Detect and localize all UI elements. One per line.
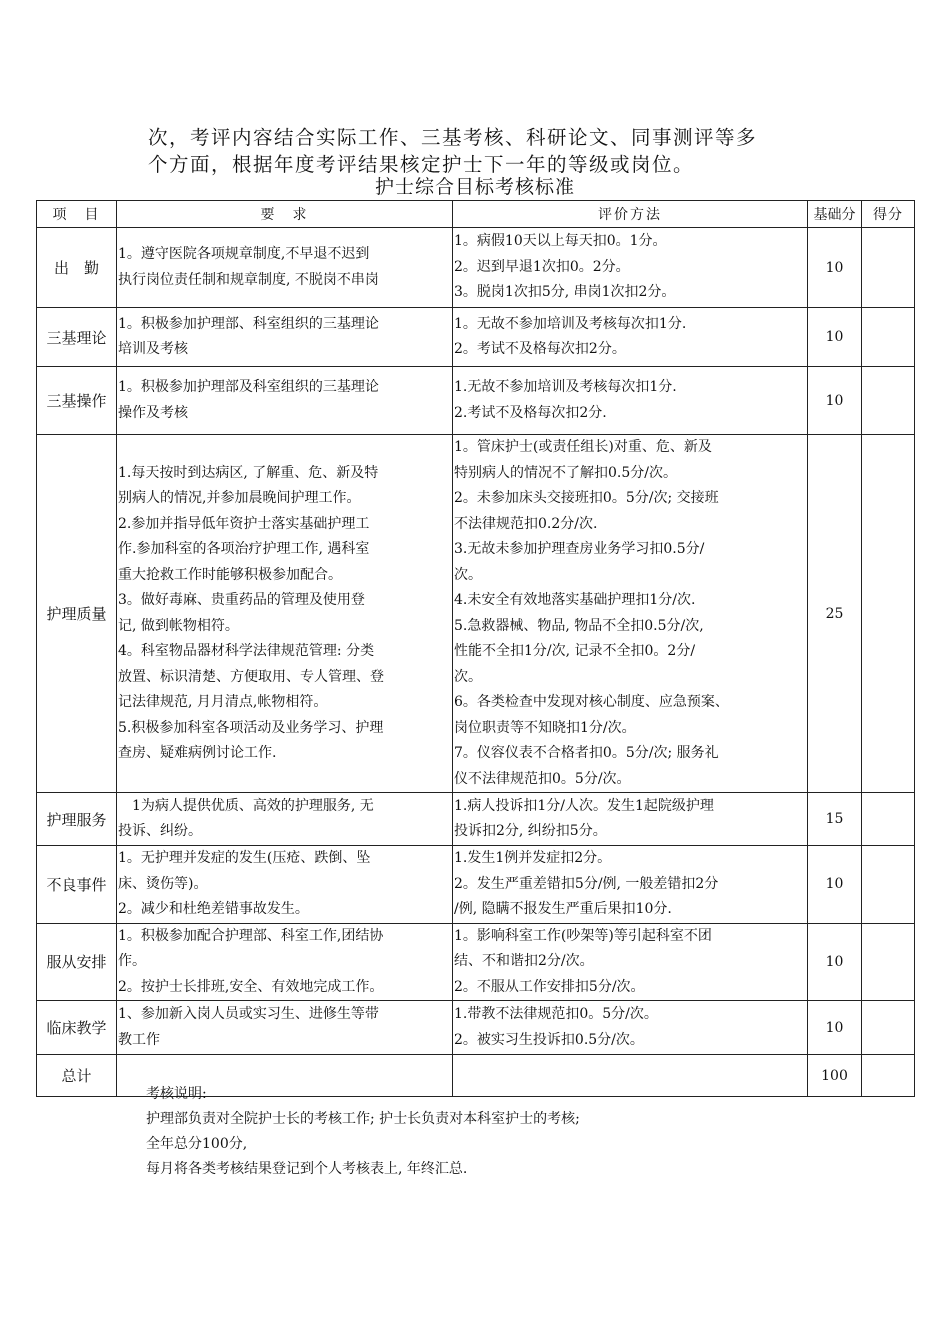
requirement-line: 1。积极参加护理部及科室组织的三基理论 — [118, 379, 379, 395]
table-row — [37, 308, 915, 367]
row-item: 服从安排 — [37, 923, 117, 1001]
method-line: 1。无故不参加培训及考核每次扣1分. — [454, 315, 687, 332]
requirement-line: 投诉、纠纷。 — [118, 823, 202, 839]
method-line: 2。考试不及格每次扣2分。 — [454, 341, 626, 357]
row-base-score: 10 — [808, 923, 862, 1001]
row-method — [453, 793, 808, 846]
method-line: 2。迟到早退1次扣0。2分。 — [454, 258, 630, 275]
requirement-line: 查房、疑难病例讨论工作. — [118, 745, 277, 761]
header-requirement: 要 求 — [117, 201, 453, 228]
requirement-line: 教工作 — [118, 1031, 160, 1048]
requirement-line: 作。 — [118, 953, 146, 969]
row-requirement — [117, 846, 453, 924]
row-method — [453, 435, 808, 793]
row-base-score: 10 — [808, 367, 862, 435]
row-base-score: 100 — [808, 1055, 862, 1097]
row-item: 出 勤 — [37, 228, 117, 308]
row-score — [862, 308, 915, 367]
method-line: 5.急救器械、物品, 物品不全扣0.5分/次, — [454, 617, 704, 634]
row-base-score: 10 — [808, 228, 862, 308]
row-method — [453, 228, 808, 308]
method-line: 1.发生1例并发症扣2分。 — [454, 850, 612, 866]
requirement-line: 3。做好毒麻、贵重药品的管理及使用登 — [118, 592, 365, 608]
method-line: 1.无故不参加培训及考核每次扣1分. — [454, 379, 677, 395]
requirement-line: 4。科室物品器材科学法律规范管理: 分类 — [118, 643, 375, 659]
notes-line: 全年总分100分, — [146, 1136, 248, 1152]
requirement-line: 1。无护理并发症的发生(压疮、跌倒、坠 — [118, 850, 371, 866]
row-score — [862, 1001, 915, 1055]
header-item: 项 目 — [37, 201, 117, 228]
notes-line: 每月将各类考核结果登记到个人考核表上, 年终汇总. — [146, 1161, 468, 1177]
table-row — [37, 923, 915, 1001]
method-line: 1.病人投诉扣1分/人次。发生1起院级护理 — [454, 797, 714, 814]
requirement-line: 床、烫伤等)。 — [118, 875, 208, 892]
requirement-line: 作.参加科室的各项治疗护理工作, 遇科室 — [118, 541, 370, 557]
requirement-line: 记, 做到帐物相符。 — [118, 617, 239, 634]
row-requirement — [117, 308, 453, 367]
method-line: 不法律规范扣0.2分/次. — [454, 515, 598, 532]
row-method — [453, 923, 808, 1001]
method-line: /例, 隐瞒不报发生严重后果扣10分. — [454, 901, 672, 917]
requirement-line: 1。积极参加护理部、科室组织的三基理论 — [118, 315, 379, 332]
method-line: 1。病假10天以上每天扣0。1分。 — [454, 233, 667, 250]
row-score — [862, 228, 915, 308]
requirement-line: 1为病人提供优质、高效的护理服务, 无 — [118, 797, 374, 814]
table-row — [37, 367, 915, 435]
row-method — [453, 308, 808, 367]
method-line: 结、不和谐扣2分/次。 — [454, 953, 594, 969]
row-base-score: 10 — [808, 308, 862, 367]
row-score — [862, 923, 915, 1001]
requirement-line: 记法律规范, 月月清点,帐物相符。 — [118, 694, 328, 710]
header-score: 得分 — [862, 201, 915, 228]
requirement-line: 放置、标识清楚、方便取用、专人管理、登 — [118, 668, 384, 685]
method-line: 投诉扣2分, 纠纷扣5分。 — [454, 823, 607, 839]
requirement-line: 执行岗位责任制和规章制度, 不脱岗不串岗 — [118, 271, 379, 288]
method-line: 2。被实习生投诉扣0.5分/次。 — [454, 1031, 644, 1048]
row-item: 三基操作 — [37, 367, 117, 435]
table-row — [37, 846, 915, 924]
row-score — [862, 793, 915, 846]
requirement-line: 操作及考核 — [118, 404, 188, 421]
table-body — [37, 228, 915, 1097]
method-line: 岗位职责等不知晓扣1分/次。 — [454, 719, 636, 736]
row-item: 临床教学 — [37, 1001, 117, 1055]
method-line: 2。未参加床头交接班扣0。5分/次; 交接班 — [454, 490, 719, 506]
method-line: 2。不服从工作安排扣5分/次。 — [454, 978, 645, 995]
table-row — [37, 1001, 915, 1055]
row-item: 不良事件 — [37, 846, 117, 924]
requirement-line: 2。按护士长排班,安全、有效地完成工作。 — [118, 978, 384, 995]
method-line: 仪不法律规范扣0。5分/次。 — [454, 770, 631, 787]
requirement-line: 培训及考核 — [118, 341, 188, 357]
row-score — [862, 846, 915, 924]
method-line: 性能不全扣1分/次, 记录不全扣0。2分/ — [454, 643, 696, 659]
requirement-line: 2.参加并指导低年资护士落实基础护理工 — [118, 515, 370, 532]
intro-paragraph — [148, 124, 838, 178]
row-requirement — [117, 923, 453, 1001]
table-row — [37, 793, 915, 846]
row-requirement — [117, 228, 453, 308]
row-item: 护理服务 — [37, 793, 117, 846]
method-line: 3.无故未参加护理查房业务学习扣0.5分/ — [454, 541, 705, 557]
row-requirement — [117, 367, 453, 435]
table-header-row — [37, 201, 915, 228]
method-line: 1。管床护士(或责任组长)对重、危、新及 — [454, 439, 712, 455]
method-line: 2.考试不及格每次扣2分. — [454, 404, 607, 421]
row-score — [862, 367, 915, 435]
requirement-line: 重大抢救工作时能够积极参加配合。 — [118, 566, 342, 583]
requirement-line: 1、参加新入岗人员或实习生、进修生等带 — [118, 1006, 379, 1022]
intro-line: 个方面，根据年度考评结果核定护士下一年的等级或岗位。 — [148, 153, 695, 176]
row-base-score: 15 — [808, 793, 862, 846]
requirement-line: 别病人的情况,并参加晨晚间护理工作。 — [118, 490, 361, 506]
row-requirement — [117, 435, 453, 793]
requirement-line: 1。遵守医院各项规章制度,不早退不迟到 — [118, 246, 370, 262]
row-score — [862, 1055, 915, 1097]
header-method: 评价方法 — [453, 201, 808, 228]
page-title: 护士综合目标考核标准 — [374, 176, 575, 198]
notes-line: 护理部负责对全院护士长的考核工作; 护士长负责对本科室护士的考核; — [146, 1111, 580, 1127]
row-method — [453, 1001, 808, 1055]
method-line: 1.带教不法律规范扣0。5分/次。 — [454, 1006, 658, 1022]
method-line: 次。 — [454, 668, 482, 685]
assessment-table — [36, 200, 915, 1097]
requirement-line: 5.积极参加科室各项活动及业务学习、护理 — [118, 719, 384, 736]
row-base-score: 10 — [808, 846, 862, 924]
method-line: 特别病人的情况不了解扣0.5分/次。 — [454, 464, 677, 481]
row-base-score: 10 — [808, 1001, 862, 1055]
header-base-score: 基础分 — [808, 201, 862, 228]
method-line: 1。影响科室工作(吵架等)等引起科室不团 — [454, 927, 712, 944]
method-line: 4.未安全有效地落实基础护理扣1分/次. — [454, 592, 696, 608]
table-row — [37, 435, 915, 793]
requirement-line: 2。减少和杜绝差错事故发生。 — [118, 901, 309, 917]
method-line: 7。仪容仪表不合格者扣0。5分/次; 服务礼 — [454, 745, 719, 761]
row-score — [862, 435, 915, 793]
row-item: 护理质量 — [37, 435, 117, 793]
row-requirement — [117, 793, 453, 846]
row-base-score: 25 — [808, 435, 862, 793]
requirement-line: 1。积极参加配合护理部、科室工作,团结协 — [118, 927, 384, 944]
notes-heading: 考核说明: — [146, 1086, 207, 1102]
row-requirement — [117, 1001, 453, 1055]
method-line: 3。脱岗1次扣5分, 串岗1次扣2分。 — [454, 284, 676, 301]
table-row — [37, 228, 915, 308]
intro-line: 次，考评内容结合实际工作、三基考核、科研论文、同事测评等多 — [148, 126, 758, 149]
row-item: 三基理论 — [37, 308, 117, 367]
method-line: 次。 — [454, 566, 482, 583]
method-line: 6。各类检查中发现对核心制度、应急预案、 — [454, 694, 729, 710]
method-line: 2。发生严重差错扣5分/例, 一般差错扣2分 — [454, 875, 719, 892]
assessment-notes — [146, 1082, 580, 1182]
row-method — [453, 367, 808, 435]
requirement-line: 1.每天按时到达病区, 了解重、危、新及特 — [118, 464, 379, 481]
row-method — [453, 846, 808, 924]
row-item: 总计 — [37, 1055, 117, 1097]
